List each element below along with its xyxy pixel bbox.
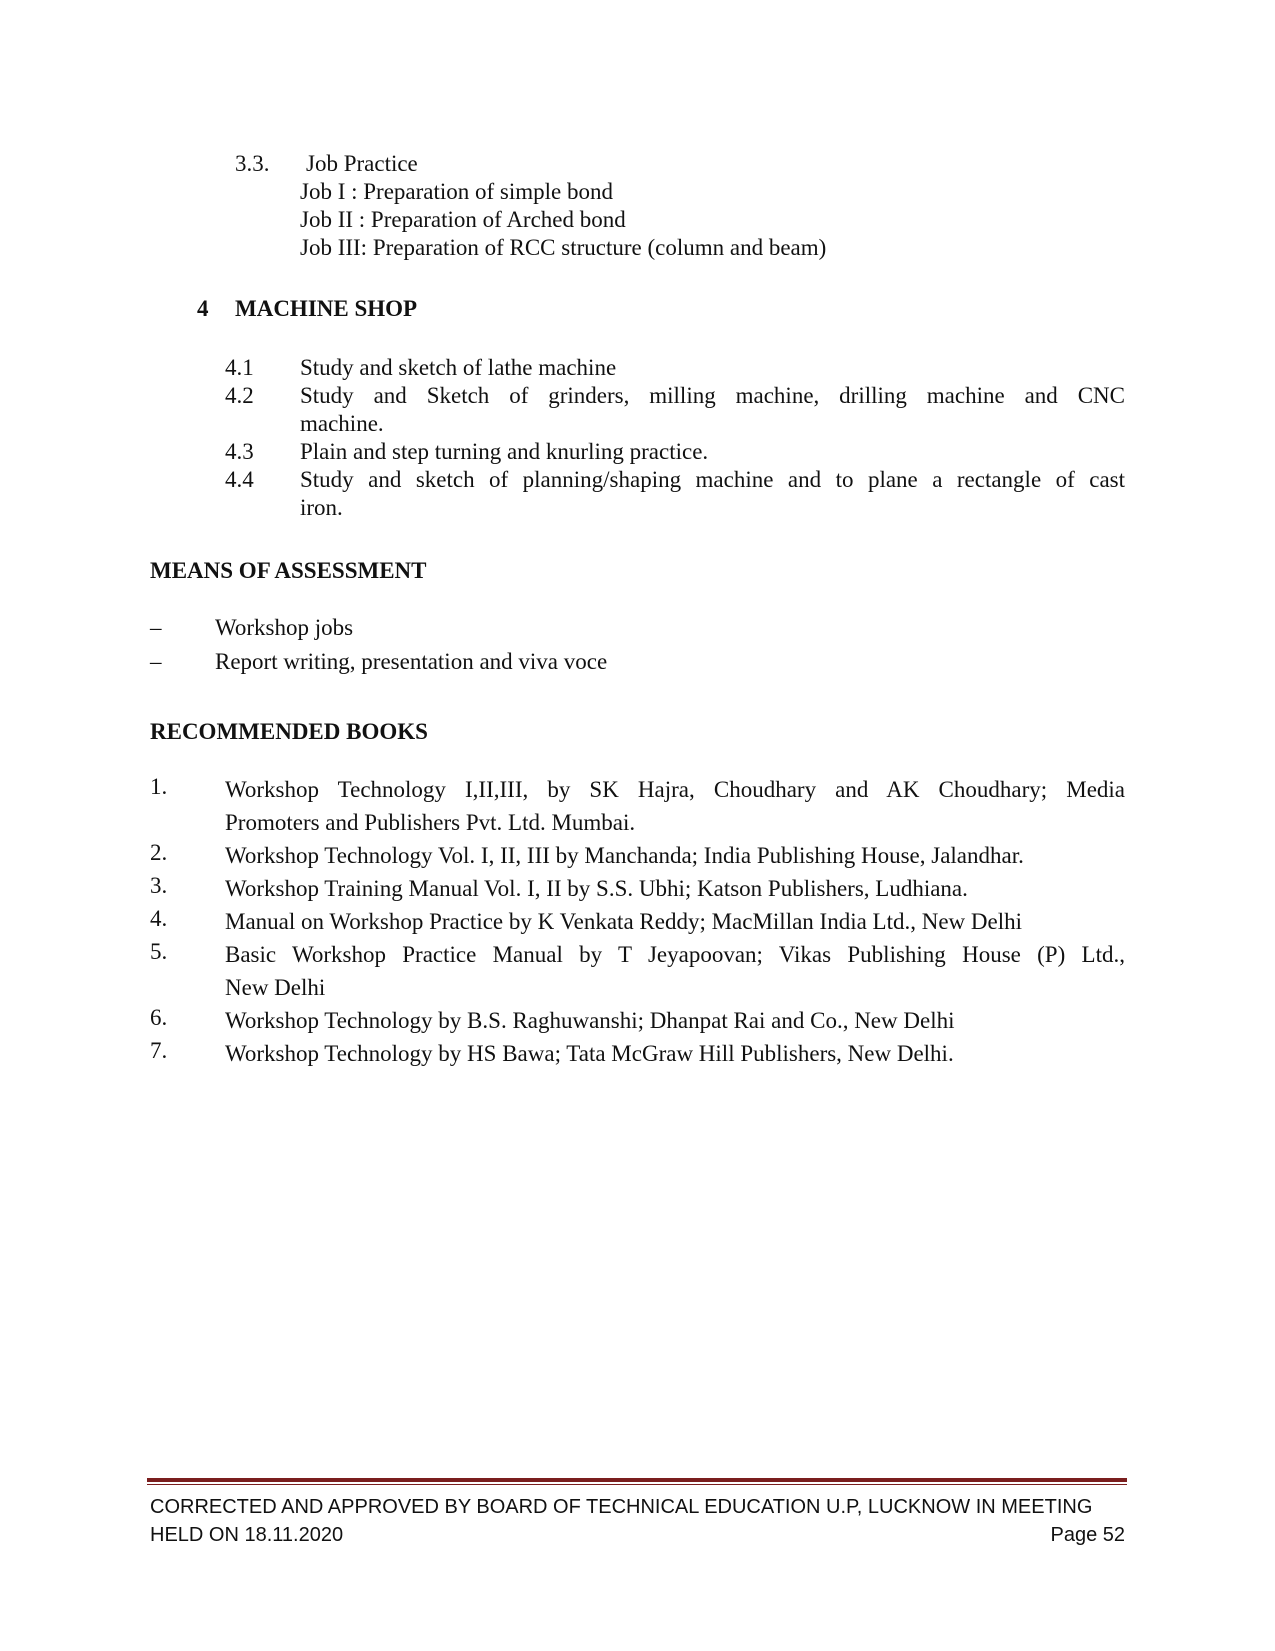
job-item: Job I : Preparation of simple bond	[300, 179, 614, 204]
means-heading: MEANS OF ASSESSMENT	[150, 558, 427, 583]
section-number: 4	[197, 296, 209, 321]
footer	[150, 1493, 1125, 1549]
list-item-number: 4.1	[225, 355, 254, 380]
job-item: Job III: Preparation of RCC structure (column and beam)	[300, 235, 827, 260]
book-number: 1.	[150, 774, 168, 799]
job-item: Job II : Preparation of Arched bond	[300, 207, 626, 232]
book-item: Manual on Workshop Practice by K Venkata Reddy; MacMillan India Ltd., New Delhi	[225, 909, 1023, 934]
footer-meeting-date: HELD ON 18.11.2020	[150, 1524, 344, 1546]
list-item: Study and sketch of lathe machine	[300, 355, 617, 380]
book-number: 4.	[150, 906, 168, 931]
book-number: 3.	[150, 873, 168, 898]
book-number: 7.	[150, 1038, 168, 1063]
list-item: Study and Sketch of grinders, milling machine, drilling machine and CNC	[300, 383, 1125, 408]
list-item-number: 4.3	[225, 439, 254, 464]
page-number: Page 52	[1050, 1524, 1125, 1546]
book-number: 5.	[150, 939, 168, 964]
book-item: Workshop Technology Vol. I, II, III by Manchanda; India Publishing House, Jalandhar.	[225, 843, 1024, 868]
section-number: 3.3.	[235, 151, 270, 176]
list-item-continued: machine.	[300, 411, 384, 436]
list-item-number: 4.2	[225, 383, 254, 408]
bullet-dash: –	[150, 649, 162, 674]
books-heading: RECOMMENDED BOOKS	[150, 719, 428, 744]
book-item-continued: Promoters and Publishers Pvt. Ltd. Mumbai.	[225, 810, 636, 835]
book-number: 2.	[150, 840, 168, 865]
assessment-item: Workshop jobs	[215, 615, 354, 640]
book-item: Workshop Technology I,II,III, by SK Hajra, Choudhary and AK Choudhary; Media	[225, 777, 1125, 802]
book-item: Basic Workshop Practice Manual by T Jeyapoovan; Vikas Publishing House (P) Ltd.,	[225, 942, 1125, 967]
section-title: Job Practice	[306, 151, 418, 176]
list-item: Study and sketch of planning/shaping machine and to plane a rectangle of cast	[300, 467, 1125, 492]
list-item-number: 4.4	[225, 467, 254, 492]
book-item-continued: New Delhi	[225, 975, 326, 1000]
book-item: Workshop Technology by B.S. Raghuwanshi; Dhanpat Rai and Co., New Delhi	[225, 1008, 955, 1033]
assessment-item: Report writing, presentation and viva voce	[215, 649, 608, 674]
list-item-continued: iron.	[300, 495, 343, 520]
book-number: 6.	[150, 1005, 168, 1030]
footer-rule-thin	[147, 1484, 1127, 1485]
section-heading: MACHINE SHOP	[235, 296, 418, 321]
footer-approval-text: CORRECTED AND APPROVED BY BOARD OF TECHNICAL EDUCATION U.P, LUCKNOW IN MEETING	[150, 1496, 1093, 1518]
footer-rule	[147, 1478, 1127, 1482]
list-item: Plain and step turning and knurling practice.	[300, 439, 709, 464]
book-item: Workshop Technology by HS Bawa; Tata McGraw Hill Publishers, New Delhi.	[225, 1041, 954, 1066]
bullet-dash: –	[150, 615, 162, 640]
book-item: Workshop Training Manual Vol. I, II by S.S. Ubhi; Katson Publishers, Ludhiana.	[225, 876, 968, 901]
